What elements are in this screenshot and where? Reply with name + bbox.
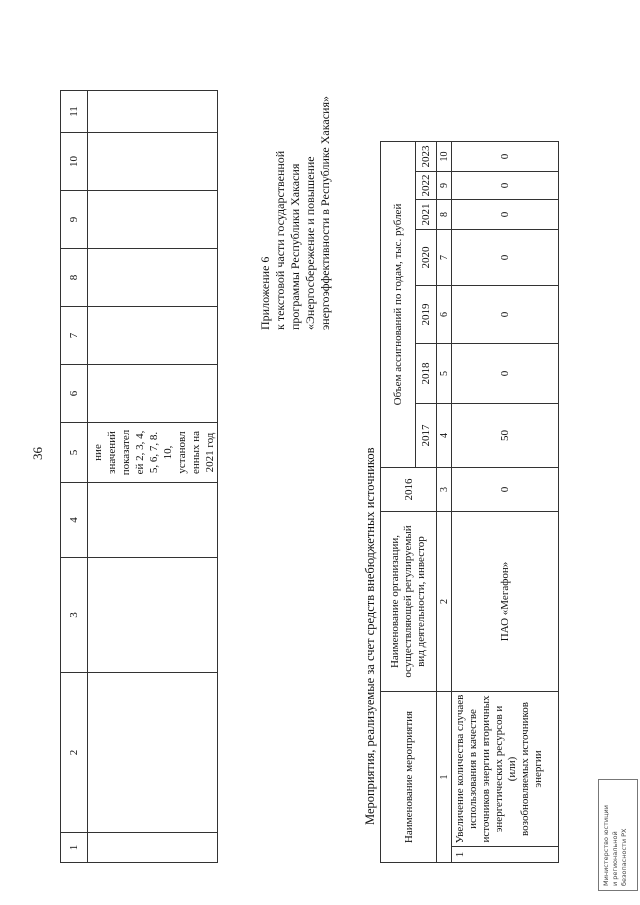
measure-line: Увеличение количества случаев xyxy=(454,694,466,844)
org-header-line: осуществляющей регулируемый xyxy=(402,525,414,678)
col-number-cell: 10 xyxy=(437,142,452,172)
note-line: енных на xyxy=(190,430,202,475)
note-line: установл xyxy=(176,431,188,474)
col-number-cell: 1 xyxy=(61,833,88,863)
col-number-cell: 1 xyxy=(437,692,452,863)
note-line: показател xyxy=(120,429,132,476)
measure-line: источников энергии вторичных xyxy=(480,695,492,843)
year-header: 2017 xyxy=(416,404,437,468)
funding-header: Объем ассигнований по годам, тыс. рублей xyxy=(381,142,416,468)
value-cell: 0 xyxy=(452,468,559,512)
measure-line: использования в качестве xyxy=(467,709,479,829)
value-cell: 0 xyxy=(452,344,559,404)
table-cell xyxy=(88,483,218,558)
col-number-cell: 4 xyxy=(61,483,88,558)
col-number-cell: 2 xyxy=(437,512,452,692)
column-numbers-row xyxy=(437,142,452,863)
col-number-cell: 3 xyxy=(437,468,452,512)
value-cell: 0 xyxy=(452,230,559,286)
note-line: 2021 год xyxy=(204,432,216,473)
value-cell: 0 xyxy=(452,172,559,200)
year-header: 2018 xyxy=(416,344,437,404)
registration-stamp xyxy=(598,779,638,891)
measure-name xyxy=(452,692,559,847)
stamp-line: Министерство юстиции xyxy=(602,805,610,886)
table-row xyxy=(452,142,559,863)
table-cell xyxy=(88,833,218,863)
organization-name: ПАО «Мегафон» xyxy=(452,512,559,692)
col-number-cell: 6 xyxy=(437,286,452,344)
measure-line: энергии xyxy=(532,750,544,788)
org-header-line: вид деятельности, инвестор xyxy=(415,536,427,667)
col-number-cell: 5 xyxy=(61,423,88,483)
measure-line: возобновляемых источников xyxy=(519,702,531,836)
appendix-line: программы Республики Хакасия xyxy=(288,163,302,330)
appendix-heading xyxy=(258,96,333,330)
measure-line: энергетических ресурсов и (или) xyxy=(493,705,518,833)
value-cell: 0 xyxy=(452,142,559,172)
section-title: Мероприятия, реализуемые за счет средств внебюджетных источников xyxy=(363,447,377,825)
note-line: ей 2, 3, 4, xyxy=(134,430,146,475)
col-number-cell: 6 xyxy=(61,365,88,423)
note-line: значений xyxy=(106,431,118,474)
note-line: 10, xyxy=(162,445,174,460)
table-cell xyxy=(88,91,218,133)
col-number-cell: 9 xyxy=(437,172,452,200)
table-cell xyxy=(88,307,218,365)
measure-header: Наименование мероприятия xyxy=(381,692,437,863)
appendix-line: Приложение 6 xyxy=(258,256,272,330)
col-number-cell: 3 xyxy=(61,558,88,673)
value-cell: 50 xyxy=(452,404,559,468)
col-number-cell: 8 xyxy=(437,200,452,230)
col-number-cell: 4 xyxy=(437,404,452,468)
col-number-cell: 11 xyxy=(61,91,88,133)
col-number-cell: 10 xyxy=(61,133,88,191)
table-cell xyxy=(88,365,218,423)
col-number-cell: 7 xyxy=(61,307,88,365)
col-number-cell: 9 xyxy=(61,191,88,249)
continuation-body-row xyxy=(88,91,218,863)
year-header: 2023 xyxy=(416,142,437,172)
row-number: 1 xyxy=(452,847,559,863)
appendix-line: к текстовой части государственной xyxy=(273,150,287,330)
org-header-line: Наименование организации, xyxy=(389,534,401,669)
table-cell xyxy=(88,249,218,307)
value-cell: 0 xyxy=(452,200,559,230)
stamp-text xyxy=(599,780,637,890)
note-line: 5, 6, 7, 8. xyxy=(148,431,160,474)
stamp-line: и региональной xyxy=(611,831,619,886)
page-number: 36 xyxy=(30,447,45,460)
note-line: ние xyxy=(92,444,104,461)
year-header: 2021 xyxy=(416,200,437,230)
stamp-line: безопасности РХ xyxy=(620,828,628,886)
year-header: 2020 xyxy=(416,230,437,286)
table-cell xyxy=(88,558,218,673)
col-number-cell: 5 xyxy=(437,344,452,404)
year-header: 2022 xyxy=(416,172,437,200)
indicator-note-cell xyxy=(88,423,218,483)
col-number-cell: 7 xyxy=(437,230,452,286)
col-number-cell: 8 xyxy=(61,249,88,307)
header-row xyxy=(381,142,416,863)
continuation-header-row xyxy=(61,91,88,863)
table-cell xyxy=(88,191,218,249)
table-cell xyxy=(88,673,218,833)
appendix-line: «Энергосбережение и повышение xyxy=(303,156,317,330)
appendix-line: энергоэффективности в Республике Хакасия» xyxy=(318,96,332,330)
table-cell xyxy=(88,133,218,191)
value-cell: 0 xyxy=(452,286,559,344)
measures-table xyxy=(380,141,559,863)
continuation-table xyxy=(60,90,218,863)
year-header: 2016 xyxy=(381,468,437,512)
col-number-cell: 2 xyxy=(61,673,88,833)
organization-header xyxy=(381,512,437,692)
year-header: 2019 xyxy=(416,286,437,344)
